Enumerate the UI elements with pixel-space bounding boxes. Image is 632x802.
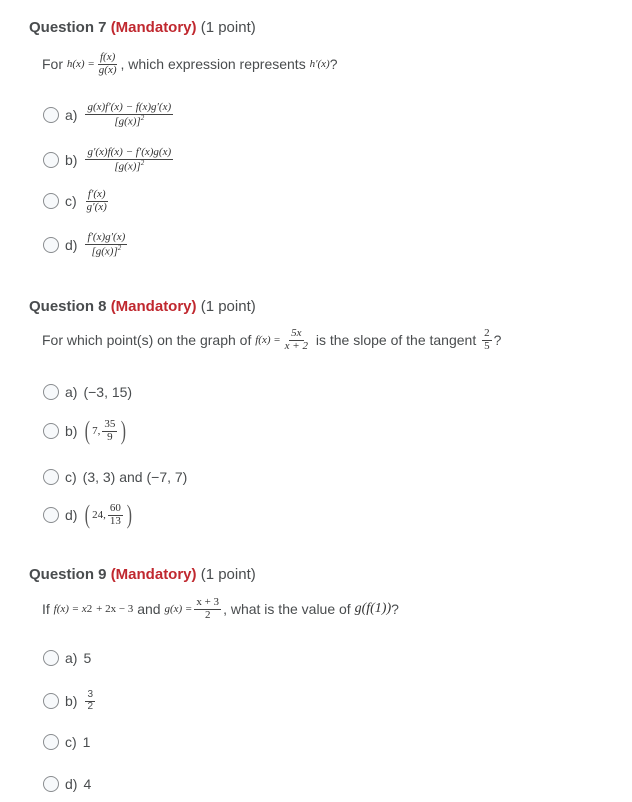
right-paren: ) (126, 500, 132, 529)
option-letter: a) (65, 384, 78, 400)
fraction-numerator: g(x)f′(x) − f(x)g′(x) (87, 101, 172, 113)
g-definition: g(x) = (164, 603, 193, 616)
question-number: Question 7 (29, 19, 107, 36)
fraction-denominator: 5 (484, 339, 490, 352)
fraction-denominator: x + 2 (284, 339, 308, 352)
radio-button[interactable] (43, 423, 59, 439)
stem-text: and (137, 601, 161, 618)
option-letter: b) (65, 151, 78, 168)
option-letter: d) (65, 507, 78, 523)
denominator-text: [g(x)] (91, 245, 118, 258)
option-letter: c) (65, 734, 77, 750)
question-7-stem (42, 52, 338, 76)
radio-button[interactable] (43, 734, 59, 750)
radio-button[interactable] (43, 193, 59, 209)
fraction-denominator: 2 (204, 608, 211, 621)
fraction-denominator: 2 (87, 700, 94, 712)
option-letter: c) (65, 469, 77, 485)
option-letter: d) (65, 236, 78, 253)
option-fraction (85, 189, 109, 213)
fraction-numerator: g′(x)f(x) − f′(x)g(x) (87, 146, 172, 158)
question-8-title (29, 298, 256, 315)
option-text: (−3, 15) (83, 384, 133, 400)
option-letter: b) (65, 693, 78, 709)
option-fraction (85, 690, 95, 712)
denominator-text: [g(x)] (114, 115, 141, 128)
stem-fraction (194, 597, 221, 621)
exponent: 2 (140, 113, 145, 122)
stem-text: ? (329, 56, 338, 73)
question-number: Question 8 (29, 298, 107, 315)
option-b[interactable] (43, 418, 128, 444)
question-9-stem (42, 597, 399, 621)
point-x: 24, (92, 509, 106, 521)
question-7-title (29, 19, 256, 36)
fraction-numerator: x + 3 (196, 596, 220, 608)
points-label: (1 point) (200, 19, 256, 36)
fraction-numerator: 35 (104, 417, 116, 430)
stem-text: , which expression represents (120, 56, 306, 73)
option-text: 4 (83, 776, 92, 792)
fraction-denominator: g′(x) (86, 200, 107, 213)
stem-text: , what is the value of (223, 601, 351, 618)
denominator-text: [g(x)] (114, 160, 141, 173)
stem-text: ? (493, 332, 502, 349)
option-fraction (85, 147, 173, 173)
option-letter: d) (65, 776, 78, 792)
option-d[interactable] (43, 776, 91, 792)
stem-math-lhs: h(x) = (66, 58, 95, 71)
fraction-numerator: f(x) (100, 51, 116, 63)
fraction-numerator: 5x (291, 327, 302, 339)
radio-button[interactable] (43, 152, 59, 168)
points-label: (1 point) (200, 566, 256, 583)
right-paren: ) (121, 416, 127, 445)
f-definition-rest: + 2x − 3 (96, 603, 134, 616)
left-paren: ( (85, 416, 91, 445)
stem-text: If (42, 601, 50, 618)
radio-button[interactable] (43, 650, 59, 666)
fraction-denominator: 9 (107, 430, 113, 443)
radio-button[interactable] (43, 237, 59, 253)
stem-text: For (42, 56, 63, 73)
question-number: Question 9 (29, 566, 107, 583)
stem-math-lhs: f(x) = (255, 334, 281, 347)
option-point (83, 502, 133, 528)
mandatory-label: (Mandatory) (110, 566, 197, 583)
option-text: (3, 3) and (−7, 7) (82, 469, 188, 485)
stem-fraction (97, 52, 119, 76)
exponent: 2 (140, 158, 145, 167)
fraction-denominator: 13 (109, 514, 121, 527)
option-a[interactable] (43, 384, 132, 400)
exponent: 2 (86, 603, 93, 616)
option-point (83, 418, 128, 444)
mandatory-label: (Mandatory) (110, 19, 197, 36)
radio-button[interactable] (43, 507, 59, 523)
stem-text: is the slope of the tangent (315, 332, 477, 349)
points-label: (1 point) (200, 298, 256, 315)
f-definition: f(x) = x (53, 603, 87, 616)
stem-math-target: g(f(1)) (354, 601, 392, 617)
stem-text: ? (391, 601, 399, 618)
left-paren: ( (85, 500, 91, 529)
point-x: 7, (92, 425, 101, 437)
exponent: 2 (117, 243, 122, 252)
option-d[interactable] (43, 232, 129, 258)
question-9-title (29, 566, 256, 583)
point-y-fraction (108, 503, 123, 527)
option-c[interactable] (43, 734, 90, 750)
option-letter: c) (65, 193, 77, 210)
fraction-denominator: g(x) (98, 63, 117, 76)
option-a[interactable] (43, 650, 91, 666)
option-fraction (85, 102, 173, 128)
fraction-numerator: 3 (87, 689, 94, 700)
radio-button[interactable] (43, 384, 59, 400)
option-letter: a) (65, 650, 78, 666)
option-c[interactable] (43, 189, 111, 213)
option-b[interactable] (43, 147, 175, 173)
stem-math-target: h′(x) (309, 58, 330, 71)
option-d[interactable] (43, 502, 134, 528)
fraction-denominator (89, 245, 123, 258)
slope-fraction (482, 328, 492, 352)
point-y-fraction (102, 419, 117, 443)
stem-text: For which point(s) on the graph of (42, 332, 252, 349)
radio-button[interactable] (43, 107, 59, 123)
fraction-numerator: f′(x) (87, 188, 106, 200)
option-c[interactable] (43, 469, 187, 485)
radio-button[interactable] (43, 693, 59, 709)
option-text: 1 (82, 734, 91, 750)
mandatory-label: (Mandatory) (110, 298, 197, 315)
radio-button[interactable] (43, 776, 59, 792)
question-8-stem (42, 328, 501, 352)
option-b[interactable] (43, 690, 97, 712)
option-fraction (85, 232, 127, 258)
option-a[interactable] (43, 102, 175, 128)
fraction-denominator (112, 160, 146, 173)
option-letter: b) (65, 423, 78, 439)
radio-button[interactable] (43, 469, 59, 485)
stem-fraction (283, 328, 310, 352)
option-letter: a) (65, 106, 78, 123)
fraction-numerator: f′(x)g′(x) (87, 231, 126, 243)
fraction-denominator (112, 115, 146, 128)
fraction-numerator: 60 (109, 501, 121, 514)
option-text: 5 (83, 650, 92, 666)
fraction-numerator: 2 (484, 327, 490, 339)
